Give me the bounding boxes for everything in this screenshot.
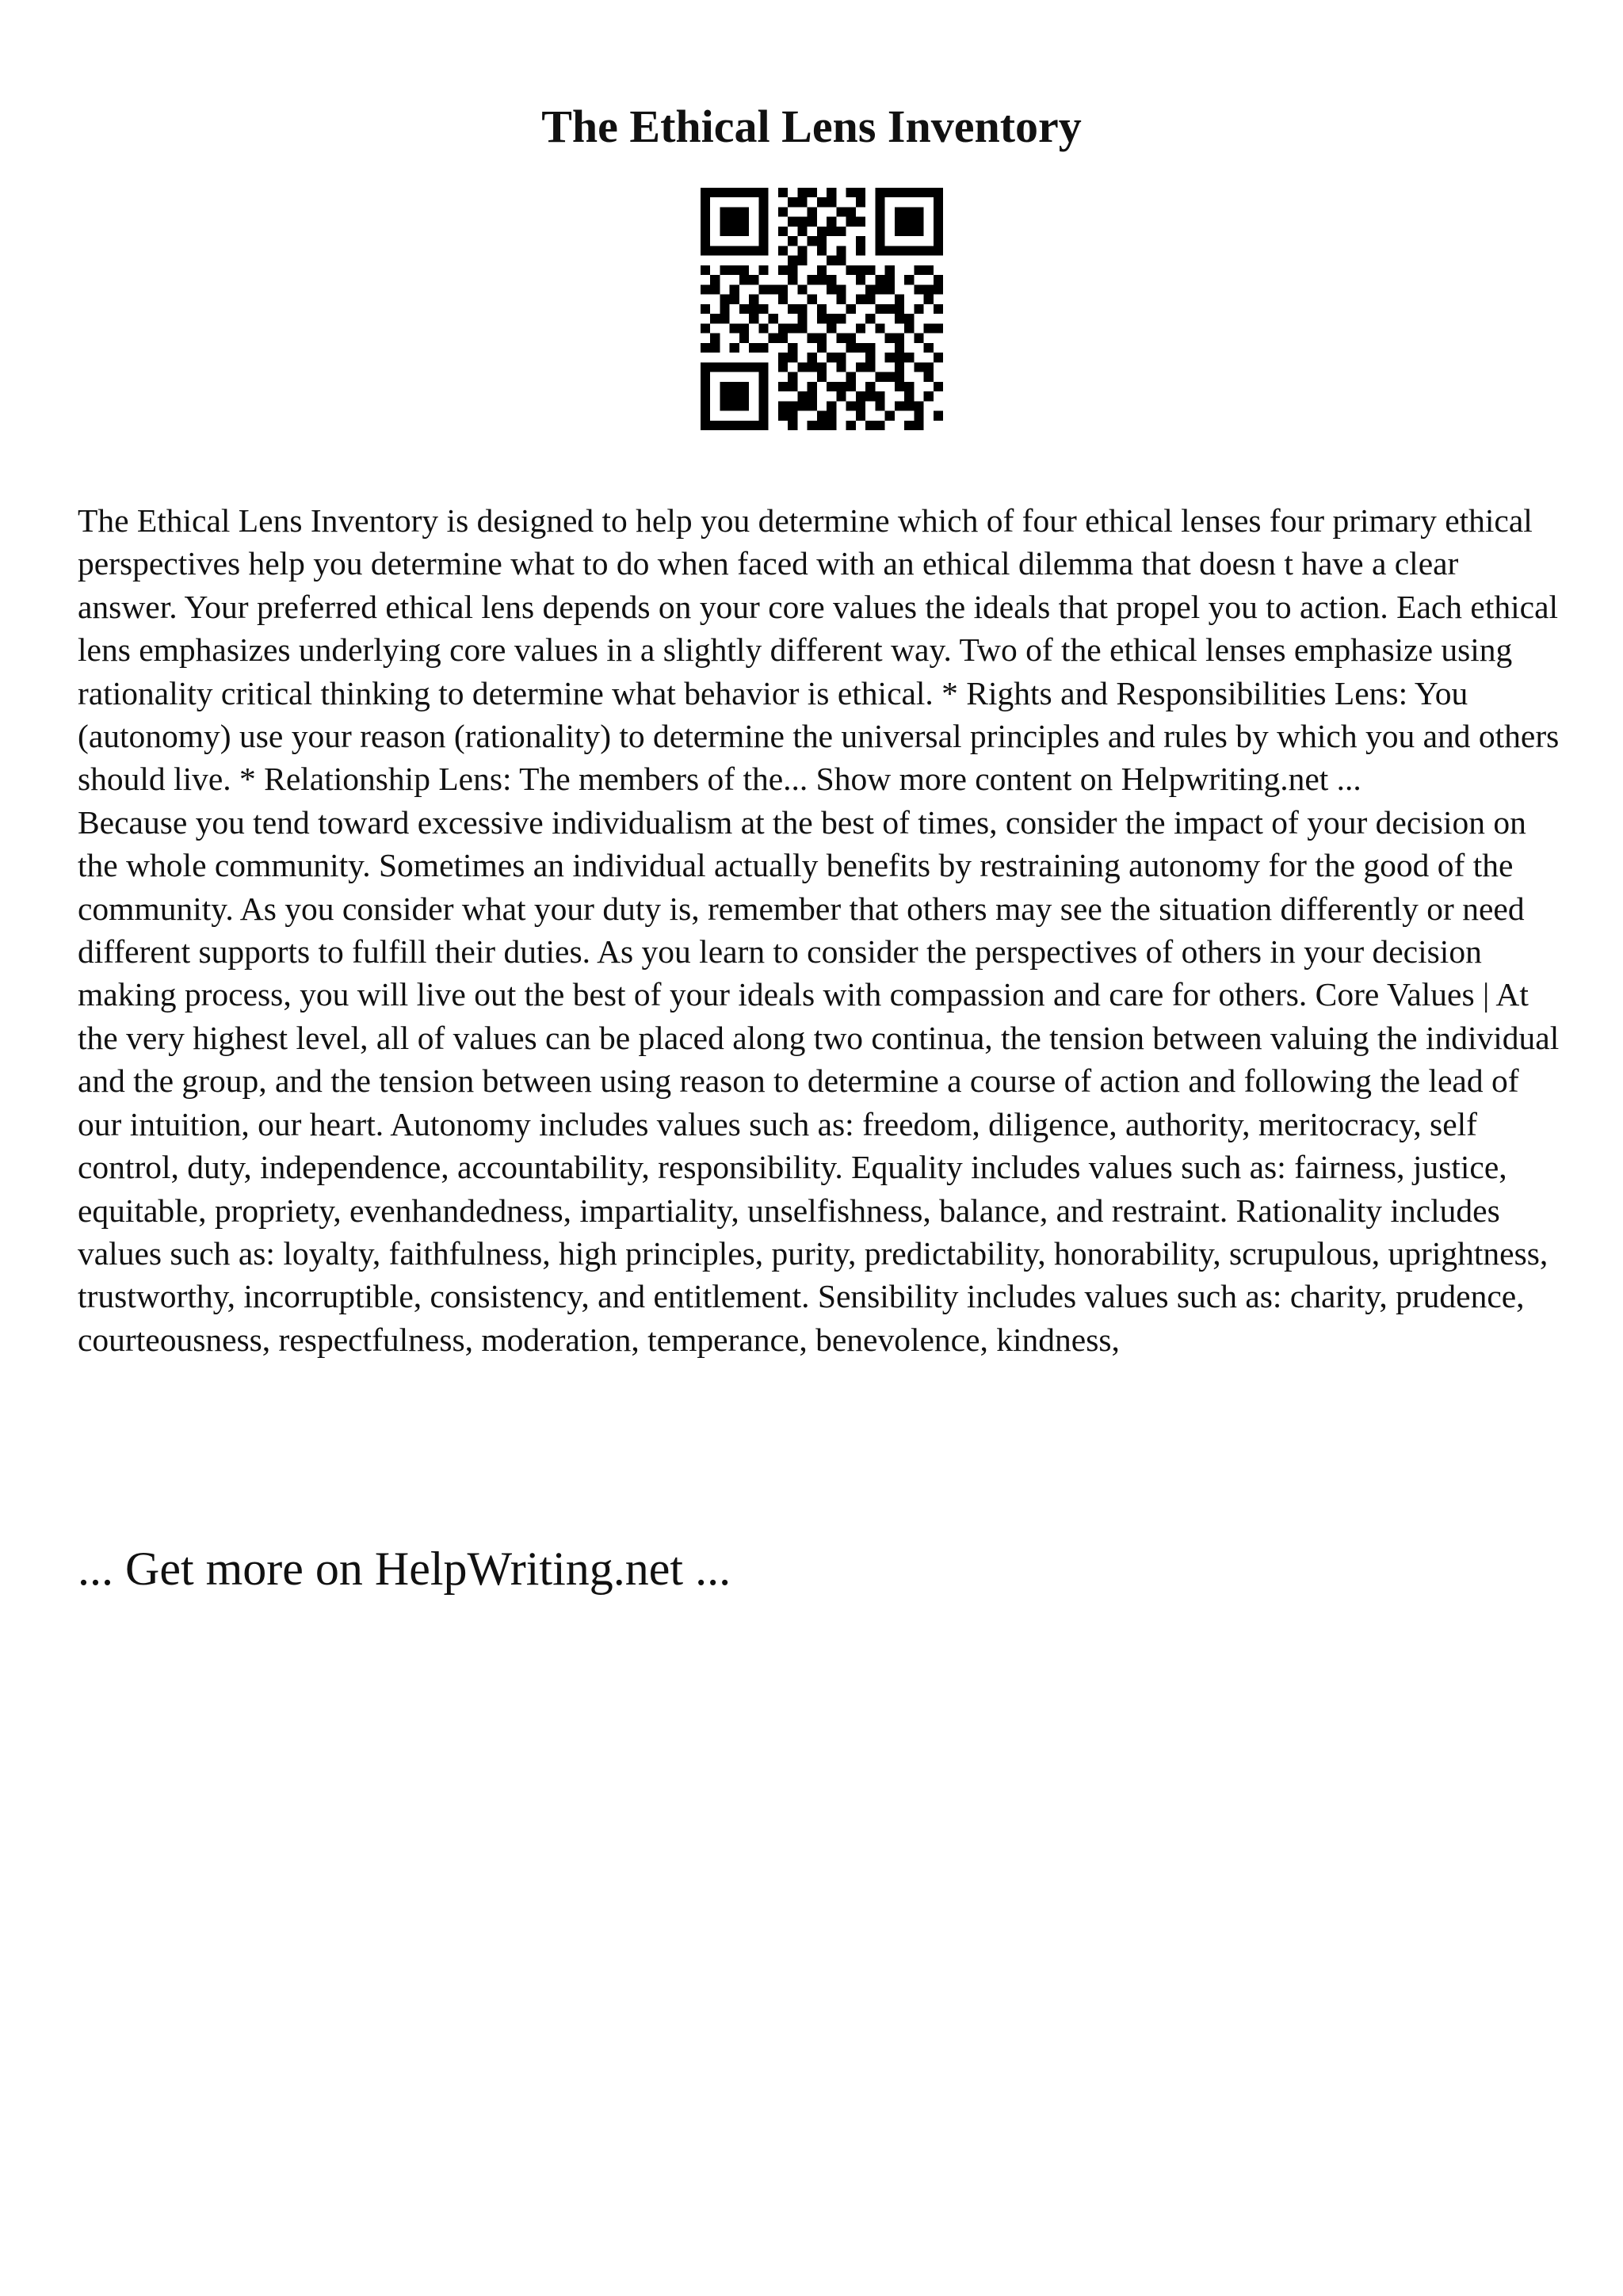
article-body — [78, 499, 1560, 1361]
qr-code-icon — [701, 188, 943, 430]
paragraph-intro: The Ethical Lens Inventory is designed to help you determine which of four ethical lenses four primary ethical perspectives help you determine what to do when faced with an ethical dilemma that doesn t have a clear answer. Your preferred ethical lens depends on your core values the ideals that propel you to action. Each ethical lens emphasizes underlying core values in a slightly different way. Two of the ethical lenses emphasize using rationality critical thinking to determine what behavior is ethical. * Rights and Responsibilities Lens: You (autonomy) use your reason (rationality) to determine the universal principles and rules by which you and others should live. * Relationship Lens: The members of the... Show more content on Helpwriting.net ... — [78, 502, 1560, 798]
page-title: The Ethical Lens Inventory — [541, 101, 1082, 152]
paragraph-core-values: Because you tend toward excessive individualism at the best of times, consider the impact of your decision on the whole community. Sometimes an individual actually benefits by restraining autonomy for the good of the community. As you consider what your duty is, remember that others may see the situation differently or need different supports to fulfill their duties. As you learn to consider the perspectives of others in your decision making process, you will live out the best of your ideals with compassion and care for others. Core Values | At the very highest level, all of values can be placed along two continua, the tension between valuing the individual and the group, and the tension between using reason to determine a course of action and following the lead of our intuition, our heart. Autonomy includes values such as: freedom, diligence, authority, meritocracy, self control, duty, independence, accountability, responsibility. Equality includes values such as: fairness, justice, equitable, propriety, evenhandedness, impartiality, unselfishness, balance, and restraint. Rationality includes values such as: loyalty, faithfulness, high principles, purity, predictability, honorability, scrupulous, uprightness, trustworthy, incorruptible, consistency, and entitlement. Sensibility includes values such as: charity, prudence, courteousness, respectfulness, moderation, temperance, benevolence, kindness, — [78, 803, 1560, 1358]
get-more-link[interactable]: ... Get more on HelpWriting.net ... — [78, 1543, 731, 1595]
